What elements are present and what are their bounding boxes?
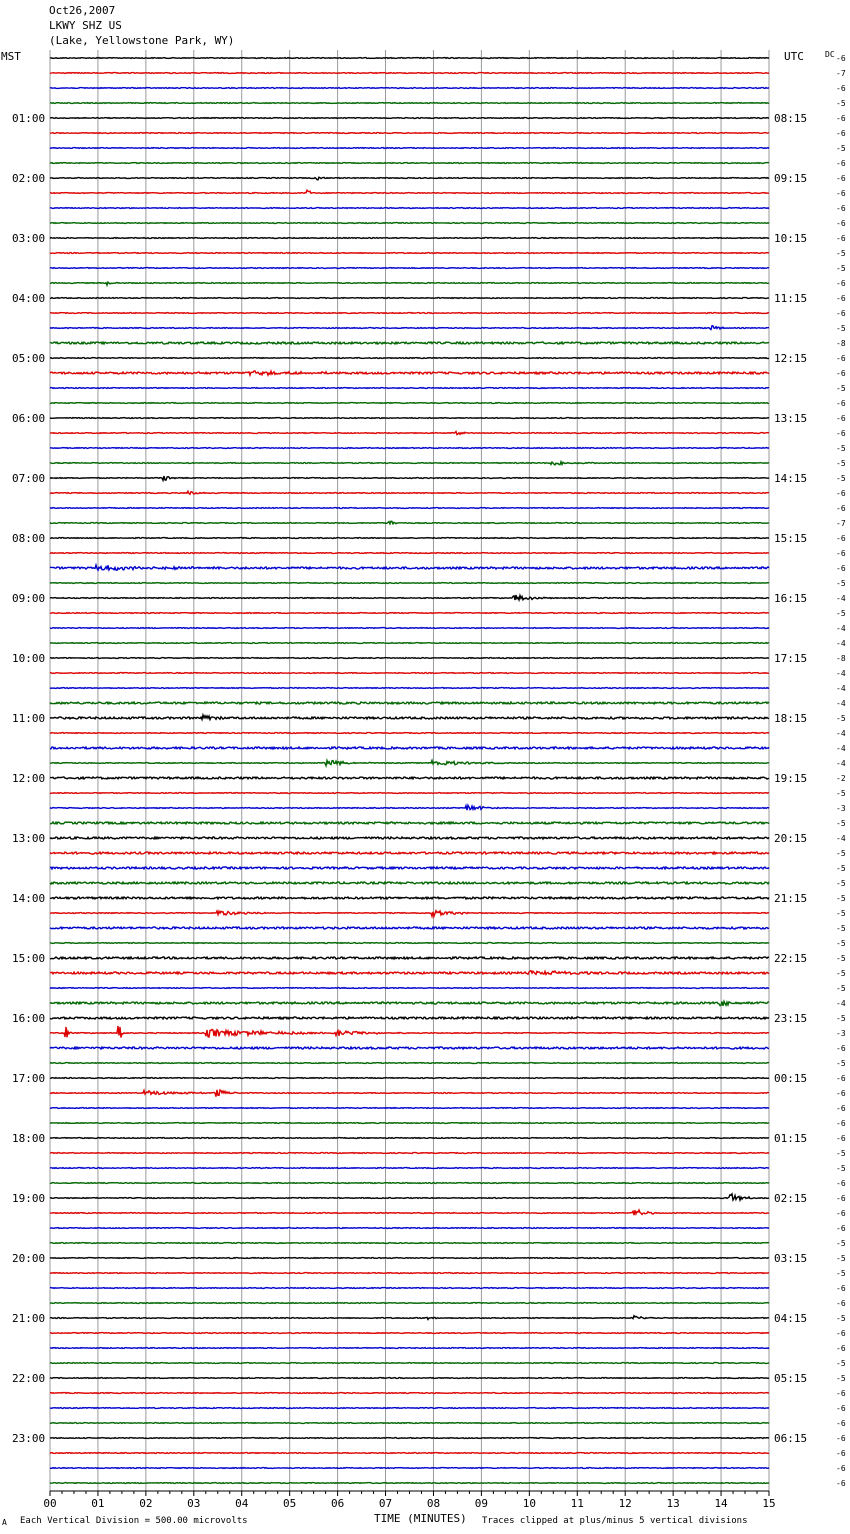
trace-row-71: [50, 1123, 769, 1124]
trace-row-72: [50, 1138, 769, 1139]
trace-row-3: [50, 103, 769, 104]
trace-row-88: [50, 1378, 769, 1379]
dc-offset-label: -6: [836, 429, 846, 438]
trace-row-64: [50, 1017, 769, 1019]
dc-offset-label: -5: [836, 609, 846, 618]
left-hour-label: 08:00: [12, 532, 46, 545]
left-hour-label: 21:00: [12, 1312, 46, 1325]
right-hour-label: 22:15: [774, 952, 808, 965]
dc-offset-label: -4: [836, 624, 846, 633]
trace-row-47: [50, 760, 769, 765]
dc-offset-label: -6: [836, 1134, 846, 1143]
dc-offset-label: -4: [836, 699, 846, 708]
footer-mark: A: [2, 1518, 7, 1527]
trace-row-8: [50, 177, 769, 180]
dc-offset-label: -6: [836, 1464, 846, 1473]
dc-offset-label: -6: [836, 1089, 846, 1098]
trace-row-12: [50, 238, 769, 239]
dc-offset-label: -6: [836, 1419, 846, 1428]
trace-row-29: [50, 491, 769, 494]
dc-axis-title: DC: [825, 50, 835, 59]
trace-row-61: [50, 971, 769, 975]
trace-row-11: [50, 223, 769, 224]
dc-offset-label: -6: [836, 1434, 846, 1443]
x-tick-label: 00: [43, 1497, 57, 1510]
x-tick-label: 11: [570, 1497, 584, 1510]
dc-offset-label: -6: [836, 1044, 846, 1053]
dc-offset-label: -6: [836, 1224, 846, 1233]
trace-row-55: [50, 882, 769, 884]
trace-row-33: [50, 553, 769, 554]
trace-group: [50, 58, 769, 1484]
dc-offset-label: -4: [836, 729, 846, 738]
trace-row-89: [50, 1393, 769, 1394]
dc-offset-label: -6: [836, 354, 846, 363]
trace-row-32: [50, 538, 769, 539]
left-hour-label: 14:00: [12, 892, 46, 905]
trace-row-37: [50, 613, 769, 614]
dc-offset-label: -6: [836, 1179, 846, 1188]
trace-row-28: [50, 476, 769, 480]
right-hour-label: 09:15: [774, 172, 808, 185]
dc-offset-label: -5: [836, 1149, 846, 1158]
dc-offset-label: -4: [836, 834, 846, 843]
header-location: (Lake, Yellowstone Park, WY): [49, 34, 235, 47]
dc-offset-label: -6: [836, 1299, 846, 1308]
dc-offset-label: -6: [836, 414, 846, 423]
dc-offset-label: -5: [836, 909, 846, 918]
dc-offset-label: -6: [836, 489, 846, 498]
trace-row-43: [50, 702, 769, 704]
right-hour-label: 12:15: [774, 352, 808, 365]
dc-offset-label: -6: [836, 1209, 846, 1218]
dc-offset-label: -5: [836, 939, 846, 948]
trace-row-48: [50, 777, 769, 779]
left-hour-label: 13:00: [12, 832, 46, 845]
dc-offset-label: -5: [836, 984, 846, 993]
trace-row-39: [50, 643, 769, 644]
x-tick-label: 09: [474, 1497, 489, 1510]
dc-offset-label: -4: [836, 744, 846, 753]
trace-row-90: [50, 1408, 769, 1409]
trace-row-25: [50, 432, 769, 435]
dc-offset-label: -5: [836, 714, 846, 723]
dc-offset-label: -5: [836, 144, 846, 153]
trace-row-62: [50, 988, 769, 989]
dc-offset-label: -6: [836, 204, 846, 213]
left-hour-label: 11:00: [12, 712, 46, 725]
trace-row-36: [50, 595, 769, 600]
right-hour-label: 23:15: [774, 1012, 808, 1025]
trace-row-82: [50, 1288, 769, 1289]
dc-offset-label: -3: [836, 1029, 846, 1038]
trace-row-13: [50, 253, 769, 254]
dc-offset-label: -6: [836, 1344, 846, 1353]
x-axis-label: TIME (MINUTES): [374, 1512, 467, 1525]
trace-row-20: [50, 358, 769, 359]
trace-row-16: [50, 298, 769, 299]
dc-offset-label: -7: [836, 69, 846, 78]
trace-row-67: [50, 1063, 769, 1064]
dc-offset-label: -6: [836, 564, 846, 573]
dc-offset-label: -5: [836, 894, 846, 903]
right-hour-label: 20:15: [774, 832, 808, 845]
trace-row-70: [50, 1108, 769, 1109]
dc-offset-label: -6: [836, 294, 846, 303]
trace-row-68: [50, 1078, 769, 1079]
dc-offset-label: -4: [836, 669, 846, 678]
trace-row-19: [50, 342, 769, 344]
dc-offset-label: -5: [836, 474, 846, 483]
dc-offset-label: -5: [836, 1059, 846, 1068]
right-hour-label: 00:15: [774, 1072, 808, 1085]
dc-offset-label: -6: [836, 369, 846, 378]
dc-offset-label: -6: [836, 114, 846, 123]
trace-row-49: [50, 793, 769, 794]
dc-offset-label: -6: [836, 1404, 846, 1413]
trace-row-2: [50, 88, 769, 89]
trace-row-58: [50, 927, 769, 929]
x-tick-label: 01: [91, 1497, 105, 1510]
trace-row-93: [50, 1453, 769, 1454]
trace-row-81: [50, 1273, 769, 1274]
right-hour-label: 04:15: [774, 1312, 808, 1325]
right-hour-label: 16:15: [774, 592, 808, 605]
dc-offset-label: -6: [836, 174, 846, 183]
left-hour-label: 05:00: [12, 352, 46, 365]
trace-row-57: [50, 911, 769, 917]
left-hour-label: 16:00: [12, 1012, 46, 1025]
dc-offset-label: -6: [836, 534, 846, 543]
x-tick-label: 03: [187, 1497, 201, 1510]
dc-offset-label: -6: [836, 399, 846, 408]
trace-row-23: [50, 403, 769, 404]
dc-offset-label: -6: [836, 309, 846, 318]
dc-offset-label: -5: [836, 969, 846, 978]
trace-row-79: [50, 1243, 769, 1244]
dc-offset-label: -6: [836, 1074, 846, 1083]
trace-row-46: [50, 747, 769, 749]
dc-offset-label: -5: [836, 324, 846, 333]
trace-row-1: [50, 73, 769, 74]
right-hour-label: 11:15: [774, 292, 808, 305]
trace-row-73: [50, 1153, 769, 1154]
dc-offset-label: -5: [836, 1269, 846, 1278]
trace-row-0: [50, 58, 769, 59]
left-hour-label: 10:00: [12, 652, 46, 665]
dc-offset-label: -6: [836, 54, 846, 63]
right-hour-label: 06:15: [774, 1432, 808, 1445]
dc-offset-label: -5: [836, 384, 846, 393]
trace-row-27: [50, 462, 769, 465]
dc-offset-label: -5: [836, 1239, 846, 1248]
dc-offset-label: -6: [836, 84, 846, 93]
dc-offset-label: -2: [836, 774, 846, 783]
trace-row-75: [50, 1183, 769, 1184]
trace-row-65: [50, 1026, 769, 1038]
dc-offset-label: -6: [836, 159, 846, 168]
left-hour-label: 02:00: [12, 172, 46, 185]
x-tick-label: 07: [378, 1497, 393, 1510]
dc-offset-label: -5: [836, 1014, 846, 1023]
right-axis-title: UTC: [784, 50, 804, 63]
trace-row-94: [50, 1468, 769, 1469]
x-tick-label: 15: [762, 1497, 776, 1510]
dc-offset-label: -6: [836, 1119, 846, 1128]
trace-row-54: [50, 867, 769, 869]
dc-offset-label: -8: [836, 654, 846, 663]
dc-offset-label: -7: [836, 519, 846, 528]
trace-row-42: [50, 688, 769, 689]
right-hour-label: 01:15: [774, 1132, 808, 1145]
trace-row-38: [50, 628, 769, 629]
dc-offset-label: -5: [836, 954, 846, 963]
dc-offset-label: -6: [836, 1104, 846, 1113]
trace-row-53: [50, 852, 769, 854]
trace-row-77: [50, 1210, 769, 1215]
dc-offset-label: -5: [836, 1164, 846, 1173]
left-hour-label: 12:00: [12, 772, 46, 785]
trace-row-22: [50, 388, 769, 389]
x-tick-label: 13: [666, 1497, 680, 1510]
left-hour-label: 23:00: [12, 1432, 46, 1445]
right-hour-label: 03:15: [774, 1252, 808, 1265]
dc-offset-label: -6: [836, 1329, 846, 1338]
header-station: LKWY SHZ US: [49, 19, 122, 32]
trace-row-85: [50, 1333, 769, 1334]
right-hour-label: 19:15: [774, 772, 808, 785]
dc-offset-label: -4: [836, 594, 846, 603]
trace-row-17: [50, 313, 769, 314]
trace-row-26: [50, 448, 769, 449]
left-hour-label: 07:00: [12, 472, 46, 485]
right-hour-label: 14:15: [774, 472, 808, 485]
right-hour-label: 13:15: [774, 412, 808, 425]
trace-row-95: [50, 1483, 769, 1484]
left-hour-label: 04:00: [12, 292, 46, 305]
dc-offset-label: -5: [836, 459, 846, 468]
dc-offset-label: -5: [836, 819, 846, 828]
dc-offset-label: -5: [836, 579, 846, 588]
x-tick-label: 04: [235, 1497, 249, 1510]
dc-offset-label: -5: [836, 1374, 846, 1383]
dc-offset-label: -6: [836, 234, 846, 243]
dc-offset-label: -6: [836, 1479, 846, 1488]
trace-row-7: [50, 163, 769, 164]
left-axis-title: MST: [1, 50, 21, 63]
right-hour-label: 05:15: [774, 1372, 808, 1385]
x-tick-label: 08: [426, 1497, 441, 1510]
trace-row-31: [50, 521, 769, 524]
dc-offset-label: -3: [836, 804, 846, 813]
trace-row-45: [50, 733, 769, 734]
trace-row-59: [50, 943, 769, 944]
dc-offset-label: -6: [836, 219, 846, 228]
trace-row-78: [50, 1228, 769, 1229]
right-hour-label: 10:15: [774, 232, 808, 245]
grid-lines: [50, 50, 769, 1496]
dc-offset-label: -5: [836, 264, 846, 273]
x-tick-label: 02: [139, 1497, 153, 1510]
trace-row-10: [50, 208, 769, 209]
dc-offset-label: -6: [836, 1194, 846, 1203]
left-hour-label: 18:00: [12, 1132, 46, 1145]
trace-row-92: [50, 1438, 769, 1439]
dc-offset-label: -6: [836, 189, 846, 198]
trace-row-66: [50, 1047, 769, 1049]
right-hour-label: 18:15: [774, 712, 808, 725]
trace-row-5: [50, 133, 769, 134]
trace-row-30: [50, 508, 769, 509]
dc-offset-label: -4: [836, 684, 846, 693]
trace-row-44: [50, 715, 769, 720]
trace-row-4: [50, 118, 769, 119]
dc-offset-label: -6: [836, 504, 846, 513]
left-hour-label: 17:00: [12, 1072, 46, 1085]
trace-row-40: [50, 658, 769, 659]
dc-offset-label: -8: [836, 339, 846, 348]
dc-offset-label: -6: [836, 1449, 846, 1458]
right-hour-label: 02:15: [774, 1192, 808, 1205]
dc-offset-label: -5: [836, 924, 846, 933]
trace-row-14: [50, 268, 769, 269]
trace-row-69: [50, 1090, 769, 1097]
trace-row-56: [50, 897, 769, 899]
left-hour-label: 19:00: [12, 1192, 46, 1205]
trace-row-41: [50, 673, 769, 674]
dc-offset-label: -4: [836, 639, 846, 648]
dc-offset-label: -6: [836, 279, 846, 288]
x-tick-label: 06: [330, 1497, 345, 1510]
dc-offset-label: -5: [836, 1254, 846, 1263]
dc-offset-label: -5: [836, 99, 846, 108]
trace-row-24: [50, 418, 769, 419]
trace-row-50: [50, 805, 769, 810]
trace-row-6: [50, 148, 769, 149]
dc-offset-label: -5: [836, 789, 846, 798]
left-hour-label: 20:00: [12, 1252, 46, 1265]
left-hour-label: 03:00: [12, 232, 46, 245]
left-hour-label: 06:00: [12, 412, 46, 425]
trace-row-63: [50, 1001, 769, 1006]
dc-offset-label: -6: [836, 1389, 846, 1398]
left-hour-label: 09:00: [12, 592, 46, 605]
trace-row-74: [50, 1168, 769, 1169]
dc-offset-label: -5: [836, 249, 846, 258]
trace-row-15: [50, 282, 769, 285]
footer-scale: Each Vertical Division = 500.00 microvolts: [20, 1516, 248, 1526]
trace-row-87: [50, 1363, 769, 1364]
trace-row-76: [50, 1194, 769, 1200]
dc-offset-label: -6: [836, 129, 846, 138]
dc-offset-label: -5: [836, 849, 846, 858]
footer-clip-note: Traces clipped at plus/minus 5 vertical divisions: [482, 1516, 748, 1526]
right-hour-label: 21:15: [774, 892, 808, 905]
trace-row-84: [50, 1316, 769, 1320]
trace-row-60: [50, 957, 769, 959]
dc-offset-label: -5: [836, 444, 846, 453]
right-hour-label: 08:15: [774, 112, 808, 125]
dc-offset-label: -5: [836, 1359, 846, 1368]
dc-offset-label: -6: [836, 1284, 846, 1293]
dc-offset-label: -5: [836, 864, 846, 873]
left-hour-label: 22:00: [12, 1372, 46, 1385]
trace-row-52: [50, 837, 769, 839]
right-hour-label: 15:15: [774, 532, 808, 545]
right-hour-label: 17:15: [774, 652, 808, 665]
trace-row-80: [50, 1258, 769, 1259]
left-hour-label: 01:00: [12, 112, 46, 125]
dc-offset-label: -4: [836, 759, 846, 768]
x-tick-label: 12: [618, 1497, 632, 1510]
trace-row-86: [50, 1348, 769, 1349]
dc-offset-label: -5: [836, 1314, 846, 1323]
trace-row-9: [50, 190, 769, 193]
header-date: Oct26,2007: [49, 4, 116, 17]
trace-row-35: [50, 583, 769, 584]
trace-row-91: [50, 1423, 769, 1424]
trace-row-18: [50, 326, 769, 330]
dc-offset-label: -5: [836, 879, 846, 888]
trace-row-83: [50, 1303, 769, 1304]
trace-row-34: [50, 565, 769, 570]
x-tick-label: 10: [522, 1497, 536, 1510]
left-hour-label: 15:00: [12, 952, 46, 965]
trace-row-51: [50, 822, 769, 824]
x-tick-label: 05: [283, 1497, 297, 1510]
dc-offset-label: -6: [836, 549, 846, 558]
dc-offset-label: -4: [836, 999, 846, 1008]
trace-row-21: [50, 371, 769, 375]
x-tick-label: 14: [714, 1497, 728, 1510]
